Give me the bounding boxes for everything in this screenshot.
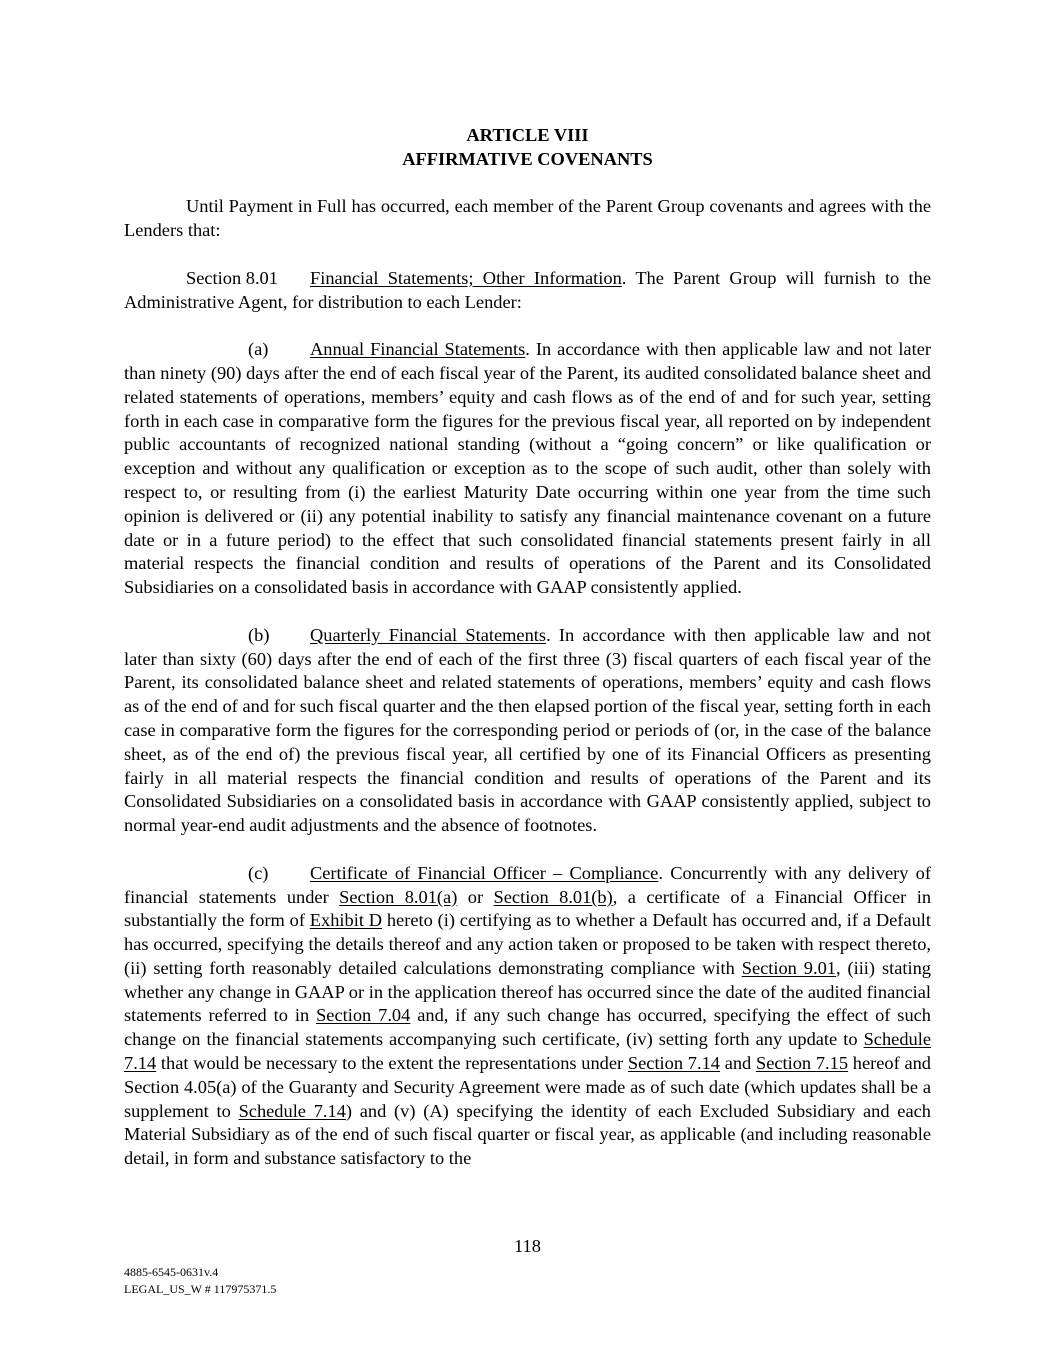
page-number: 118 bbox=[514, 1236, 541, 1256]
item-c-text: and bbox=[719, 1053, 756, 1074]
document-page bbox=[124, 124, 931, 1171]
item-c-text: hereof and Section 4.05(a) of the Guaranty and Security Agreement were made as of such date (which updates shall be a supplement to bbox=[124, 1053, 932, 1121]
item-a-label: (a) bbox=[248, 339, 269, 360]
item-c-title: Certificate of Financial Officer – Compliance bbox=[310, 862, 659, 883]
item-c-text: . Concurrently with any delivery of financial statements under bbox=[124, 862, 931, 907]
ref-schedule-7-14[interactable]: Schedule 7.14 bbox=[124, 1029, 931, 1074]
ref-section-7-15[interactable]: Section 7.15 bbox=[755, 1053, 849, 1074]
ref-section-7-14[interactable]: Section 7.14 bbox=[627, 1053, 720, 1074]
item-b-label: (b) bbox=[248, 624, 270, 645]
item-c-text: , a certificate of a Financial Officer in substantially the form of bbox=[124, 886, 932, 931]
intro-paragraph: Until Payment in Full has occurred, each member of the Parent Group covenants and agrees with the Lenders that: bbox=[124, 196, 931, 241]
ref-section-8-01b[interactable]: Section 8.01(b) bbox=[493, 886, 613, 907]
item-c-text: , (iii) stating whether any change in GAAP or in the application thereof has occurred since the date of the audited financial statements referred to in bbox=[124, 957, 931, 1026]
item-b-title: Quarterly Financial Statements bbox=[310, 624, 547, 645]
section-number: Section 8.01 bbox=[186, 267, 278, 288]
item-c-text: or bbox=[457, 886, 494, 907]
item-c-text: and, if any such change has occurred, specifying the effect of such change on the financial statements accompanying such certificate, (iv) setting forth any update to bbox=[124, 1005, 932, 1050]
item-a-title: Annual Financial Statements bbox=[310, 339, 526, 360]
item-a-text: . In accordance with then applicable law and not later than ninety (90) days after the end of each fiscal year of the Parent, its audited consolidated balance sheet and related statements of operations, members’ equity and cash flows as of the end of and for such year, setting forth in each case in comparative form the figures for the previous fiscal year, all reported on by independent public accountants of recognized national standing (without a “going concern” or like qualification or exception and without any qualification or exception as to the scope of such audit, other than solely with respect to, or resulting from (i) the earliest Maturity Date occurring within one year from the time such opinion is delivered or (ii) any potential inability to satisfy any financial maintenance covenant on a future date or in a future period) to the effect that such consolidated financial statements present fairly in all material respects the financial condition and results of operations of the Parent and its Consolidated Subsidiaries on a consolidated basis in accordance with GAAP consistently applied. bbox=[124, 339, 931, 598]
item-b-paragraph bbox=[124, 624, 931, 838]
item-a-paragraph bbox=[124, 338, 931, 600]
item-c-paragraph bbox=[124, 862, 931, 1171]
ref-section-7-04[interactable]: Section 7.04 bbox=[316, 1005, 411, 1026]
article-number: ARTICLE VIII bbox=[466, 125, 589, 145]
ref-section-9-01[interactable]: Section 9.01 bbox=[741, 957, 836, 978]
item-c-text: ) and (v) (A) specifying the identity of each Excluded Subsidiary and each Material Subsidiary as of the end of such fiscal quarter or fiscal year, as applicable (and including reasonable detail, in form and substance satisfactory to the bbox=[124, 1100, 931, 1169]
section-text: . The Parent Group will furnish to the Administrative Agent, for distribution to each Lender: bbox=[124, 267, 931, 312]
section-8-01-paragraph bbox=[124, 267, 931, 315]
ref-schedule-7-14[interactable]: Schedule 7.14 bbox=[238, 1100, 346, 1121]
item-b-text: . In accordance with then applicable law and not later than sixty (60) days after the end of each of the first three (3) fiscal quarters of each fiscal year of the Parent, its consolidated balance sheet and related statements of operations, members’ equity and cash flows as of the end of and for such fiscal quarter and the then elapsed portion of the fiscal year, setting forth in each case in comparative form the figures for the corresponding period or periods of (or, in the case of the balance sheet, as of the end of) the previous fiscal year, all certified by one of its Financial Officers as presenting fairly in all material respects the financial condition and results of operations of the Parent and its Consolidated Subsidiaries on a consolidated basis in accordance with GAAP consistently applied, subject to normal year-end audit adjustments and the absence of footnotes. bbox=[124, 624, 932, 836]
item-c-text: hereto (i) certifying as to whether a Default has occurred and, if a Default has occurred, specifying the details thereof and any action taken or proposed to be taken with respect thereto, (ii) setting forth reasonably detailed calculations demonstrating compliance with bbox=[124, 910, 931, 978]
article-title: AFFIRMATIVE COVENANTS bbox=[402, 148, 653, 169]
ref-exhibit-d[interactable]: Exhibit D bbox=[309, 910, 383, 931]
ref-section-8-01a[interactable]: Section 8.01(a) bbox=[339, 886, 458, 907]
item-c-text: that would be necessary to the extent the representations under bbox=[156, 1053, 628, 1074]
section-title: Financial Statements; Other Information bbox=[310, 267, 622, 288]
footer-doc-id: 4885-6545-0631v.4 bbox=[124, 1265, 219, 1279]
item-c-label: (c) bbox=[248, 862, 269, 883]
document-footer bbox=[124, 1264, 276, 1298]
footer-legal-id: LEGAL_US_W # 117975371.5 bbox=[124, 1282, 277, 1296]
